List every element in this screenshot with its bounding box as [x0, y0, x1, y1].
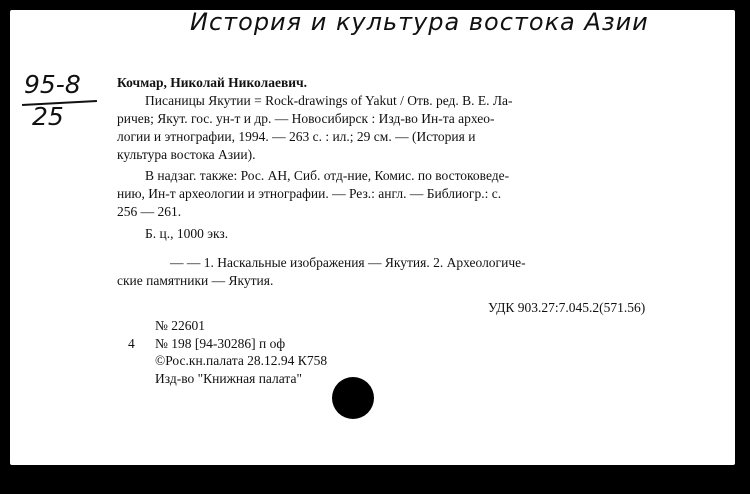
card-udc: УДК 903.27:7.045.2(571.56) [488, 300, 646, 315]
handwritten-series-title: История и культура востока Азии [190, 8, 649, 36]
card-left-digit: 4 [128, 336, 135, 351]
card-price-line: Б. ц., 1000 экз. [145, 226, 229, 241]
card-line: ричев; Якут. гос. ун-т и др. — Новосибирск : Изд-во Ин-та архео- [117, 111, 495, 126]
card-line: логии и этнографии, 1994. — 263 с. : ил.; 29 см. — (История и [117, 129, 476, 144]
card-line: 256 — 261. [117, 204, 182, 219]
handwritten-shelfmark-top: 95-8 [24, 70, 81, 99]
card-subjects-line: ские памятники — Якутия. [117, 273, 274, 288]
card-line: культура востока Азии). [117, 147, 256, 162]
card-author: Кочмар, Николай Николаевич. [117, 75, 307, 90]
handwritten-shelfmark-bottom: 25 [32, 102, 64, 131]
card-line: В надзаг. также: Рос. АН, Сиб. отд-ние, Комис. по востоковеде- [145, 168, 510, 183]
card-copyright: ©Рос.кн.палата 28.12.94 К758 [155, 353, 328, 368]
card-publisher: Изд-во "Книжная палата" [155, 371, 302, 386]
punch-hole [332, 377, 374, 419]
card-line: нию, Ин-т археологии и этнографии. — Рез.: англ. — Библиогр.: с. [117, 186, 502, 201]
card-registration: № 198 [94-30286] п оф [155, 336, 286, 351]
card-line: Писаницы Якутии = Rock-drawings of Yakut / Отв. ред. В. Е. Ла- [145, 93, 513, 108]
card-subjects-line: — — 1. Наскальные изображения — Якутия. 2. Археологиче- [170, 255, 526, 270]
card-number: № 22601 [155, 318, 206, 333]
